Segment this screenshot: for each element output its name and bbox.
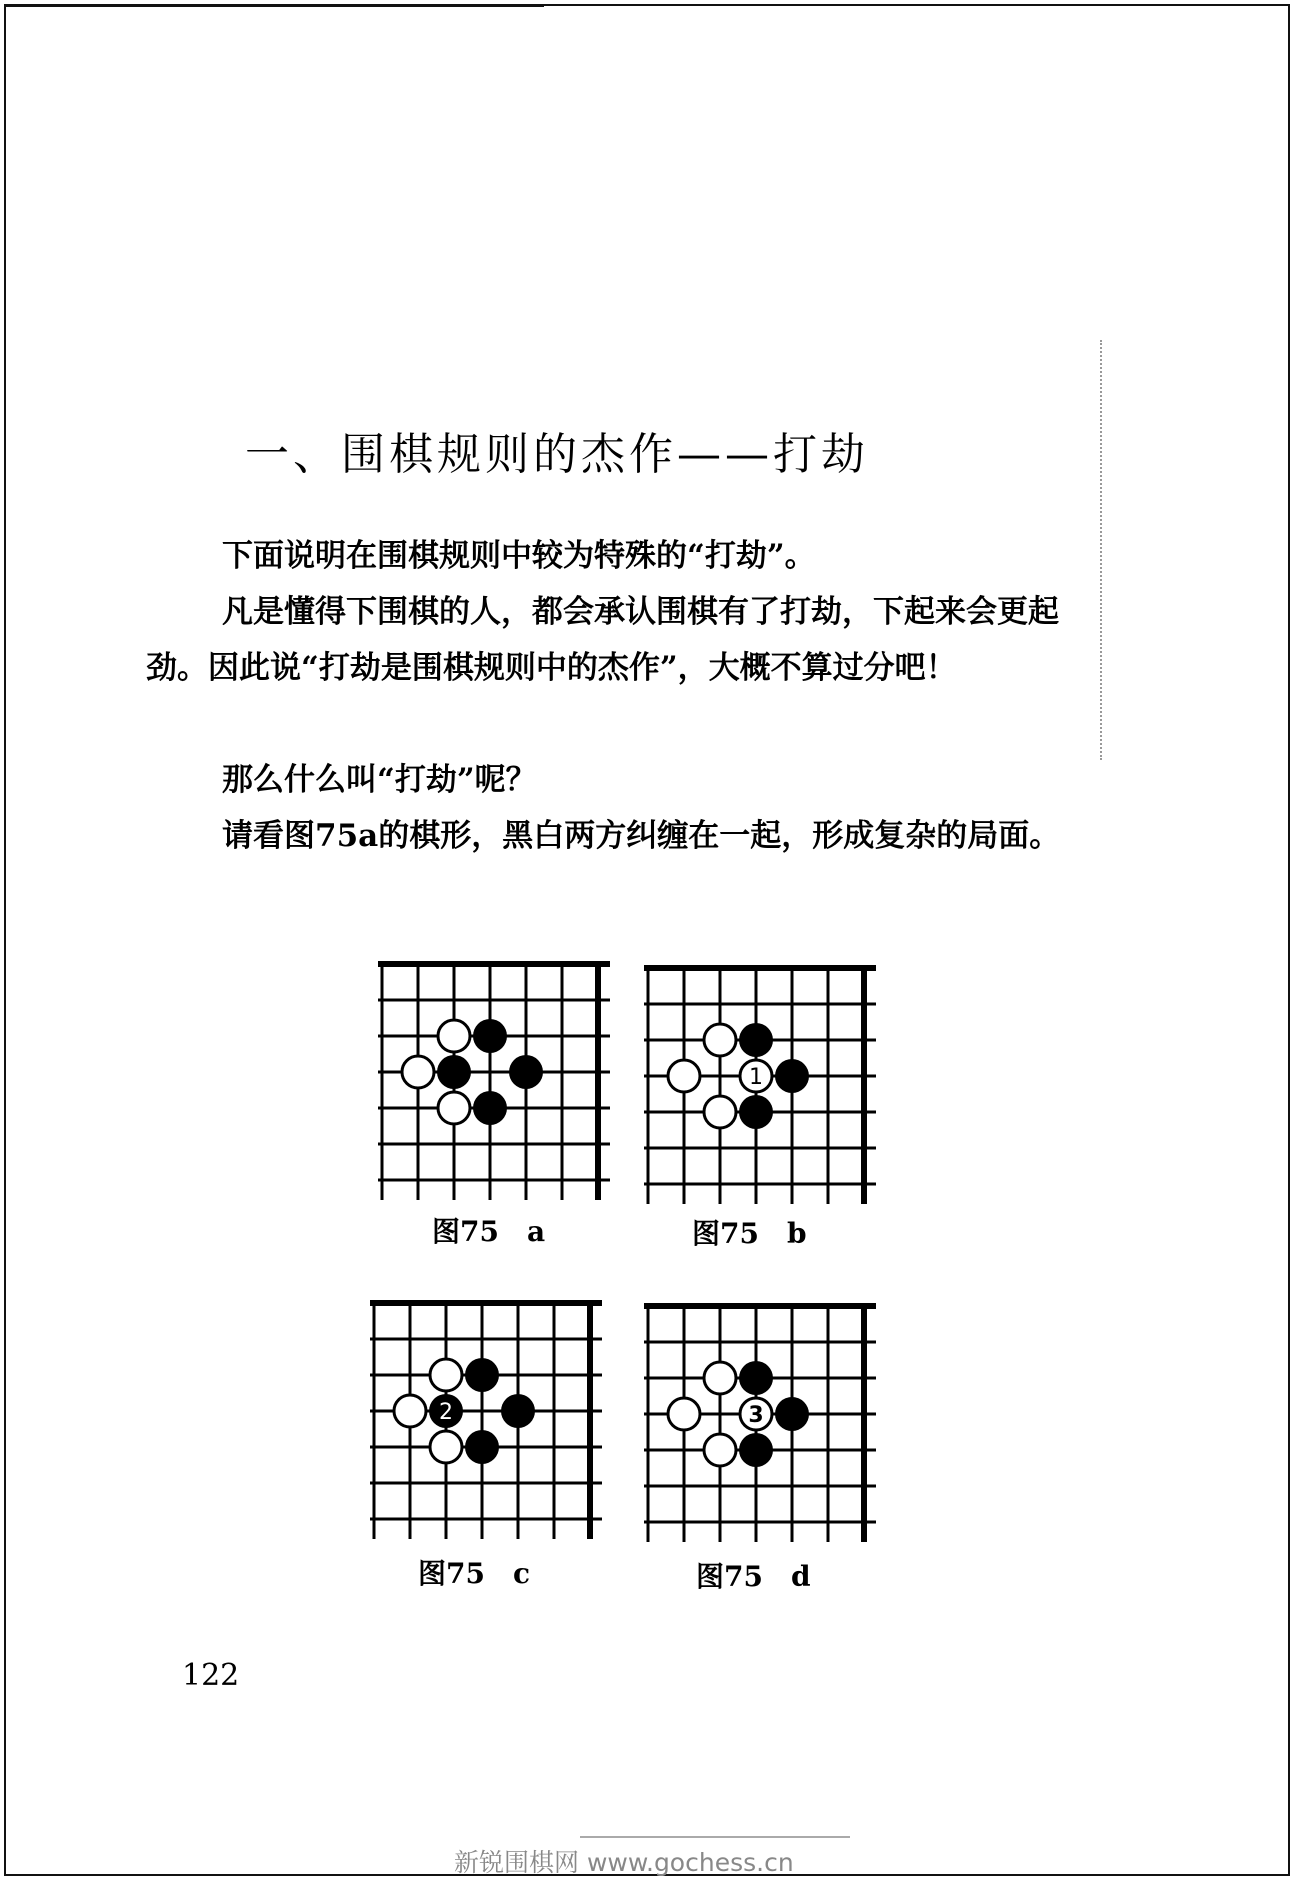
white-stone	[704, 1434, 736, 1466]
paragraph-1: 下面说明在围棋规则中较为特殊的“打劫”。	[222, 538, 816, 574]
white-stone-numbered	[740, 1398, 772, 1430]
white-stone	[704, 1096, 736, 1128]
scan-top-edge	[4, 4, 544, 7]
black-stone	[501, 1394, 535, 1428]
white-stone	[402, 1056, 434, 1088]
white-stone	[704, 1024, 736, 1056]
watermark-rule	[580, 1836, 850, 1838]
black-stone	[775, 1397, 809, 1431]
page-border	[4, 4, 1290, 1876]
black-stone	[465, 1358, 499, 1392]
go-diagram-75d	[644, 1290, 884, 1546]
black-stone	[473, 1091, 507, 1125]
white-stone	[430, 1359, 462, 1391]
move-number: 2	[439, 1400, 453, 1425]
figure-caption-c: 图75 c	[418, 1557, 531, 1590]
black-stone	[739, 1095, 773, 1129]
white-stone	[430, 1431, 462, 1463]
paragraph-3: 那么什么叫“打劫”呢？	[222, 762, 537, 798]
black-stone	[509, 1055, 543, 1089]
white-stone	[438, 1092, 470, 1124]
move-number: 3	[748, 1403, 764, 1428]
white-stone	[668, 1060, 700, 1092]
black-stone	[473, 1019, 507, 1053]
paragraph-4: 请看图75a的棋形，黑白两方纠缠在一起，形成复杂的局面。	[222, 818, 1061, 854]
figure-caption-d: 图75 d	[696, 1560, 811, 1593]
black-stone	[437, 1055, 471, 1089]
figure-caption-a: 图75 a	[432, 1215, 546, 1248]
black-stone	[739, 1433, 773, 1467]
go-diagram-75b	[644, 952, 884, 1208]
white-stone	[704, 1362, 736, 1394]
paragraph-2: 凡是懂得下围棋的人，都会承认围棋有了打劫，下起来会更起劲。因此说“打劫是围棋规则中的杰作”，大概不算过分吧！	[146, 594, 1059, 686]
section-title: 一、围棋规则的杰作——打劫	[245, 429, 869, 480]
page-number: 122	[182, 1658, 240, 1693]
black-stone	[775, 1059, 809, 1093]
go-diagram-75a	[378, 948, 618, 1204]
black-stone-numbered	[429, 1394, 463, 1428]
black-stone	[465, 1430, 499, 1464]
watermark: 新锐围棋网 www.gochess.cn	[454, 1848, 794, 1877]
figure-caption-b: 图75 b	[692, 1217, 807, 1250]
white-stone	[438, 1020, 470, 1052]
go-diagram-75c	[370, 1287, 610, 1543]
white-stone-numbered	[740, 1060, 772, 1092]
move-number: 1	[749, 1065, 763, 1090]
white-stone	[668, 1398, 700, 1430]
black-stone	[739, 1361, 773, 1395]
black-stone	[739, 1023, 773, 1057]
white-stone	[394, 1395, 426, 1427]
